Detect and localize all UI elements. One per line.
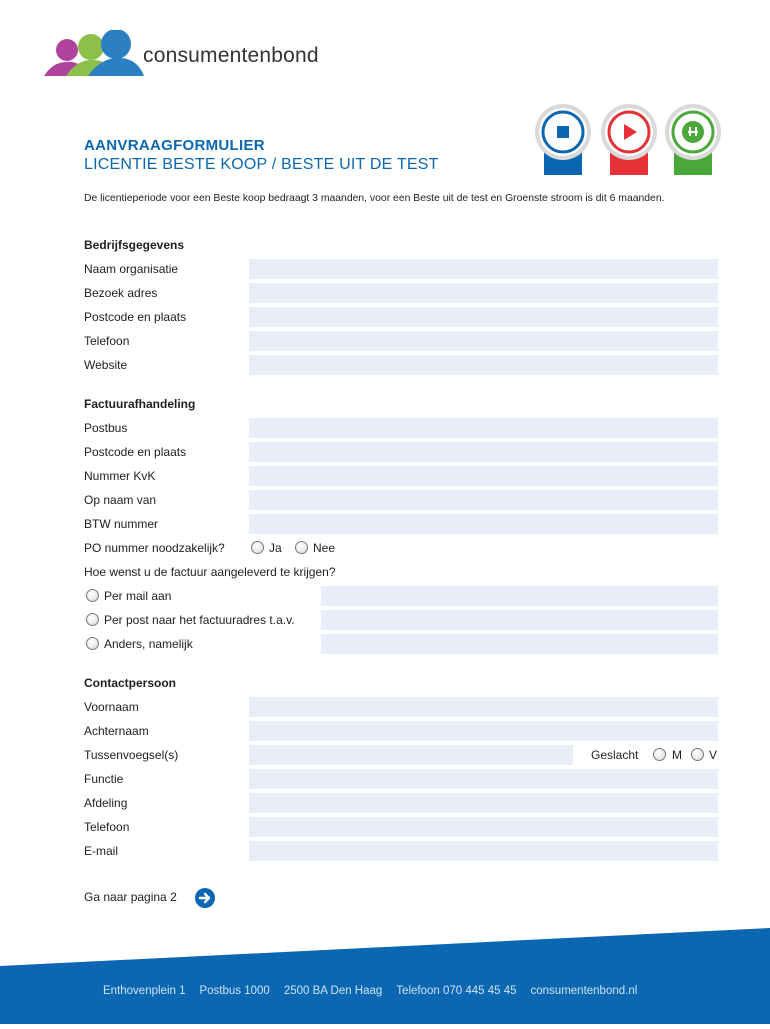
label-afdeling: Afdeling (84, 796, 128, 810)
naam-organisatie-input[interactable] (249, 259, 718, 279)
label-nummer-kvk: Nummer KvK (84, 469, 156, 483)
functie-input[interactable] (249, 769, 718, 789)
delivery-anders-label: Anders, namelijk (104, 637, 193, 651)
gender-m-radio[interactable] (653, 748, 666, 761)
delivery-post-label: Per post naar het factuuradres t.a.v. (104, 613, 295, 627)
factuur-postcode-plaats-input[interactable] (249, 442, 718, 462)
po-nee-radio[interactable] (295, 541, 308, 554)
next-page-label: Ga naar pagina 2 (84, 890, 177, 904)
delivery-question: Hoe wenst u de factuur aangeleverd te krijgen? (84, 565, 336, 579)
award-icon (598, 103, 660, 175)
label-achternaam: Achternaam (84, 724, 149, 738)
footer-band (0, 928, 770, 1024)
label-bezoek-adres: Bezoek adres (84, 286, 158, 300)
gender-v-radio[interactable] (691, 748, 704, 761)
label-voornaam: Voornaam (84, 700, 139, 714)
badge-beste-koop (598, 103, 660, 175)
delivery-anders-input[interactable] (321, 634, 718, 654)
gender-label: Geslacht (591, 748, 639, 762)
label-functie: Functie (84, 772, 124, 786)
btw-nummer-input[interactable] (249, 514, 718, 534)
section-heading-factuurafhandeling: Factuurafhandeling (84, 397, 196, 411)
website-input[interactable] (249, 355, 718, 375)
label-postbus: Postbus (84, 421, 128, 435)
award-icon (662, 103, 724, 175)
form-subtitle: LICENTIE BESTE KOOP / BESTE UIT DE TEST (84, 156, 439, 173)
brand-logo-icon (44, 30, 144, 78)
footer-address: Enthovenplein 1 (103, 985, 186, 997)
postbus-input[interactable] (249, 418, 718, 438)
postcode-plaats-input[interactable] (249, 307, 718, 327)
op-naam-van-input[interactable] (249, 490, 718, 510)
badge-groenste-stroom (662, 103, 724, 175)
voornaam-input[interactable] (249, 697, 718, 717)
po-question: PO nummer noodzakelijk? (84, 541, 225, 555)
po-ja-label: Ja (269, 541, 282, 555)
gender-v-label: V (709, 748, 718, 762)
label-contact-telefoon: Telefoon (84, 820, 130, 834)
label-op-naam-van: Op naam van (84, 493, 157, 507)
nummer-kvk-input[interactable] (249, 466, 718, 486)
footer-city: 2500 BA Den Haag (283, 985, 383, 997)
section-heading-bedrijfsgegevens: Bedrijfsgegevens (84, 238, 185, 252)
footer-phone: Telefoon 070 445 45 45 (396, 985, 517, 997)
delivery-post-input[interactable] (321, 610, 718, 630)
label-factuur-postcode-plaats: Postcode en plaats (84, 445, 187, 459)
brand-name: consumentenbond (143, 44, 319, 67)
award-icon (532, 103, 594, 175)
gender-m-label: M (672, 748, 682, 762)
intro-text: De licentieperiode voor een Beste koop bedraagt 3 maanden, voor een Beste uit de test en Groenste stroom is dit 6 maanden. (84, 193, 665, 204)
label-btw-nummer: BTW nummer (84, 517, 159, 531)
label-tussenvoegsels: Tussenvoegsel(s) (84, 748, 179, 762)
achternaam-input[interactable] (249, 721, 718, 741)
label-email: E-mail (84, 844, 119, 858)
tussenvoegsels-input[interactable] (249, 745, 573, 765)
label-postcode-plaats: Postcode en plaats (84, 310, 187, 324)
po-ja-radio[interactable] (251, 541, 264, 554)
delivery-mail-label: Per mail aan (104, 589, 172, 603)
label-telefoon: Telefoon (84, 334, 130, 348)
form-title: AANVRAAGFORMULIER (84, 137, 265, 154)
delivery-mail-radio[interactable] (86, 589, 99, 602)
po-nee-label: Nee (313, 541, 336, 555)
telefoon-input[interactable] (249, 331, 718, 351)
delivery-mail-input[interactable] (321, 586, 718, 606)
email-input[interactable] (249, 841, 718, 861)
footer-website-link[interactable]: consumentenbond.nl (530, 985, 638, 997)
section-heading-contactpersoon: Contactpersoon (84, 676, 177, 690)
arrow-right-icon (195, 888, 215, 908)
label-website: Website (84, 358, 128, 372)
next-page-button[interactable] (195, 888, 215, 908)
afdeling-input[interactable] (249, 793, 718, 813)
label-naam-organisatie: Naam organisatie (84, 262, 179, 276)
delivery-anders-radio[interactable] (86, 637, 99, 650)
brand-logo (44, 30, 144, 78)
badge-beste-uit-de-test (532, 103, 594, 175)
contact-telefoon-input[interactable] (249, 817, 718, 837)
footer-background (0, 928, 770, 1024)
delivery-post-radio[interactable] (86, 613, 99, 626)
bezoek-adres-input[interactable] (249, 283, 718, 303)
footer-info (0, 985, 770, 997)
footer-postbus: Postbus 1000 (199, 985, 270, 997)
